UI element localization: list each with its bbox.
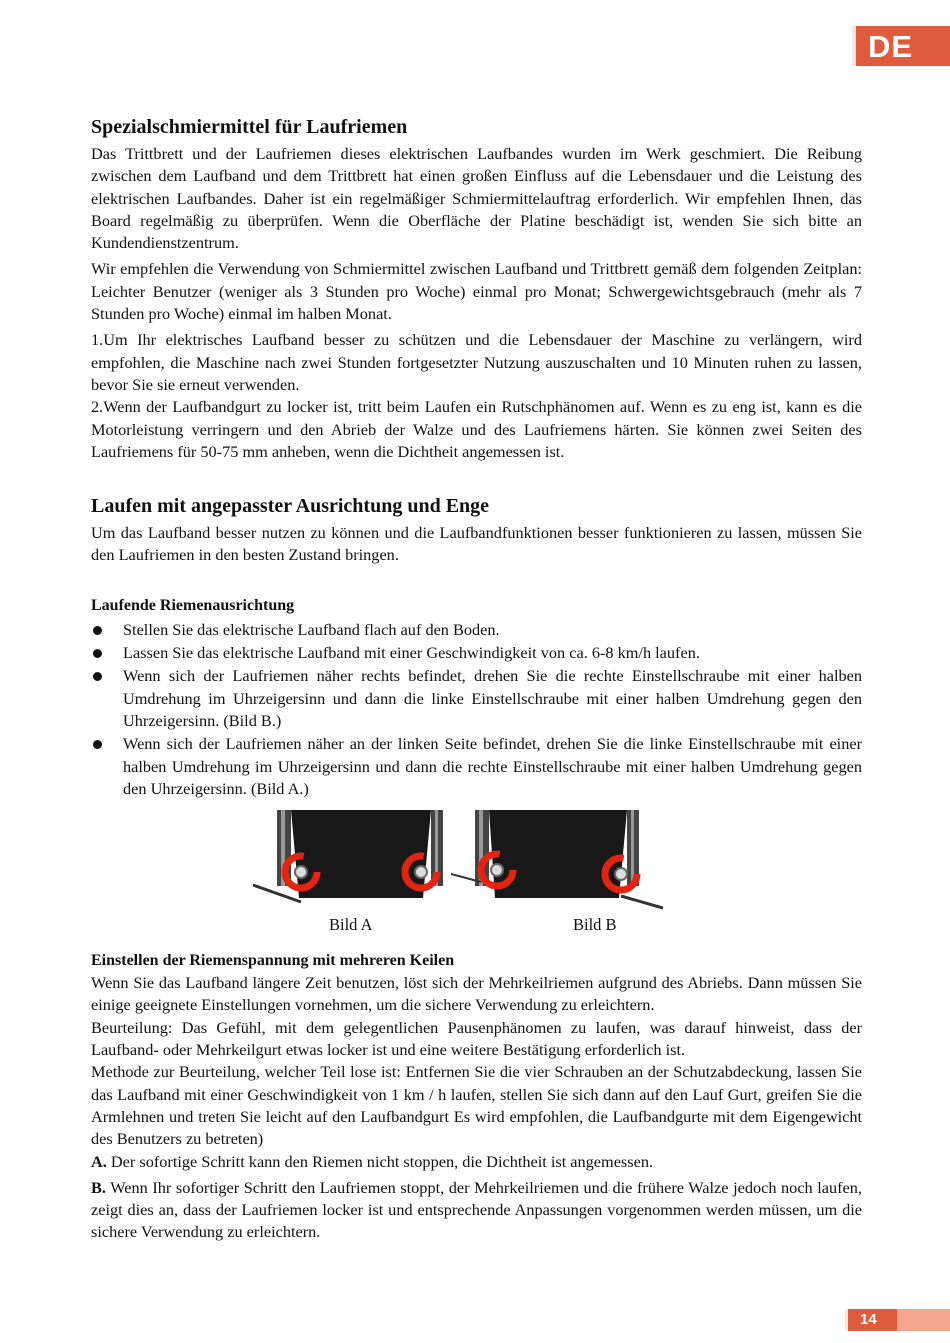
bullet-icon (93, 626, 102, 635)
language-tab-label: DE (868, 29, 914, 64)
subsection-title-belt-tension: Einstellen der Riemenspannung mit mehreren Keilen (91, 952, 455, 970)
paragraph: Wenn Sie das Laufband längere Zeit benutzen, löst sich der Mehrkeilriemen aufgrund des Abriebs. Dann müssen Sie einige geeignete Einstellungen vornehmen, um die sichere Verwendung zu erleichtern. (91, 973, 862, 1015)
figure-b-image (451, 810, 663, 910)
paragraph: 1.Um Ihr elektrisches Laufband besser zu schützen und die Lebensdauer der Maschine zu verlängern, wird empfohlen, die Maschine nach zwei Stunden fortgesetzter Nutzung auszuschalten und 10 Minuten ruhen zu lassen, bevor Sie sie erneut verwenden. (91, 330, 862, 394)
page-number-bar (897, 1309, 950, 1331)
bullet-list (91, 619, 862, 800)
figure-a-image (253, 810, 465, 910)
paragraph: 2.Wenn der Laufbandgurt zu locker ist, tritt beim Laufen ein Rutschphänomen auf. Wenn es zu eng ist, kann es die Motorleistung verringern und den Abrieb der Walze und des Laufriemens härten. Sie können zwei Seiten des Laufriemens für 50-75 mm anheben, wenn die Dichtheit angemessen ist. (91, 397, 862, 461)
paragraph: Methode zur Beurteilung, welcher Teil lose ist: Entfernen Sie die vier Schrauben an der Schutzabdeckung, lassen Sie das Laufband mit einer Geschwindigkeit von 1 km / h laufen, stellen Sie sich dann auf den Lauf Gurt, greifen Sie die Armlehnen und treten Sie leicht auf den Laufbandgurt Es wird empfohlen, die Laufbandgurte mit dem Eigengewicht des Benutzers zu betreten) (91, 1062, 862, 1149)
page-number: 14 (860, 1311, 877, 1328)
page-content (91, 114, 862, 1244)
page-number-badge (845, 1309, 897, 1331)
subsection-title-belt-alignment: Laufende Riemenausrichtung (91, 596, 295, 614)
paragraph: Wir empfehlen die Verwendung von Schmiermittel zwischen Laufband und Trittbrett gemäß dem folgenden Zeitplan: Leichter Benutzer (weniger als 3 Stunden pro Woche) einmal pro Monat; Schwergewichtsgebrauch (mehr als 7 Stunden pro Woche) einmal im halben Monat. (91, 259, 862, 324)
section-title-alignment: Laufen mit angepasster Ausrichtung und Enge (91, 495, 490, 518)
list-item: Wenn sich der Laufriemen näher an der linken Seite befindet, drehen Sie die linke Einstellschraube mit einer halben Umdrehung im Uhrzeigersinn und dann die rechte Einstellschraube mit einer halben Umdrehung gegen den Uhrzeigersinn. (Bild A.) (91, 733, 862, 800)
figure-a-caption: Bild A (329, 915, 373, 935)
figures (91, 810, 862, 950)
paragraph-a: A. Der sofortige Schritt kann den Riemen nicht stoppen, die Dichtheit ist angemessen. (91, 1151, 654, 1171)
paragraph: Das Trittbrett und der Laufriemen dieses elektrischen Laufbandes wurden im Werk geschmiert. Die Reibung zwischen dem Laufband und dem Trittbrett hat einen großen Einfluss auf die Lebensdauer und die Leistung des elektrischen Laufbandes. Daher ist ein regelmäßiger Schmiermittelauftrag erforderlich. Wir empfehlen Ihnen, das Board regelmäßig zu überprüfen. Wenn die Oberfläche der Platine beschädigt ist, wenden Sie sich bitte an Kundendienstzentrum. (91, 144, 862, 253)
bullet-icon (93, 672, 102, 681)
item-label-a: A. (91, 1151, 107, 1171)
language-tab (852, 26, 950, 66)
paragraph: Beurteilung: Das Gefühl, mit dem gelegentlichen Pausenphänomen zu laufen, was darauf hinweist, dass der Laufband- oder Mehrkeilgurt etwas locker ist und eine weitere Bestätigung erforderlich ist. (91, 1017, 862, 1060)
paragraph: Um das Laufband besser nutzen zu können und die Laufbandfunktionen besser funktionieren zu lassen, müssen Sie den Laufriemen in den besten Zustand bringen. (91, 523, 862, 565)
figure-b-caption: Bild B (573, 915, 617, 935)
list-item: Wenn sich der Laufriemen näher rechts befindet, drehen Sie die rechte Einstellschraube mit einer halben Umdrehung im Uhrzeigersinn und dann die linke Einstellschraube mit einer halben Umdrehung gegen den Uhrzeigersinn. (Bild B.) (91, 665, 862, 732)
item-label-b: B. (91, 1177, 106, 1197)
list-item: Stellen Sie das elektrische Laufband flach auf den Boden. (91, 619, 862, 641)
paragraph-b: B. Wenn Ihr sofortiger Schritt den Laufriemen stoppt, der Mehrkeilriemen und die frühere Walze jedoch noch laufen, zeigt dies an, dass der Laufriemen locker ist und entsprechende Anpassungen vorgenommen werden müssen, um die sichere Verwendung zu erleichtern. (91, 1177, 862, 1242)
section-title-lubricant: Spezialschmiermittel für Laufriemen (91, 116, 408, 138)
bullet-icon (93, 740, 102, 749)
bullet-icon (93, 649, 102, 658)
list-item: Lassen Sie das elektrische Laufband mit einer Geschwindigkeit von ca. 6-8 km/h laufen. (91, 642, 862, 664)
